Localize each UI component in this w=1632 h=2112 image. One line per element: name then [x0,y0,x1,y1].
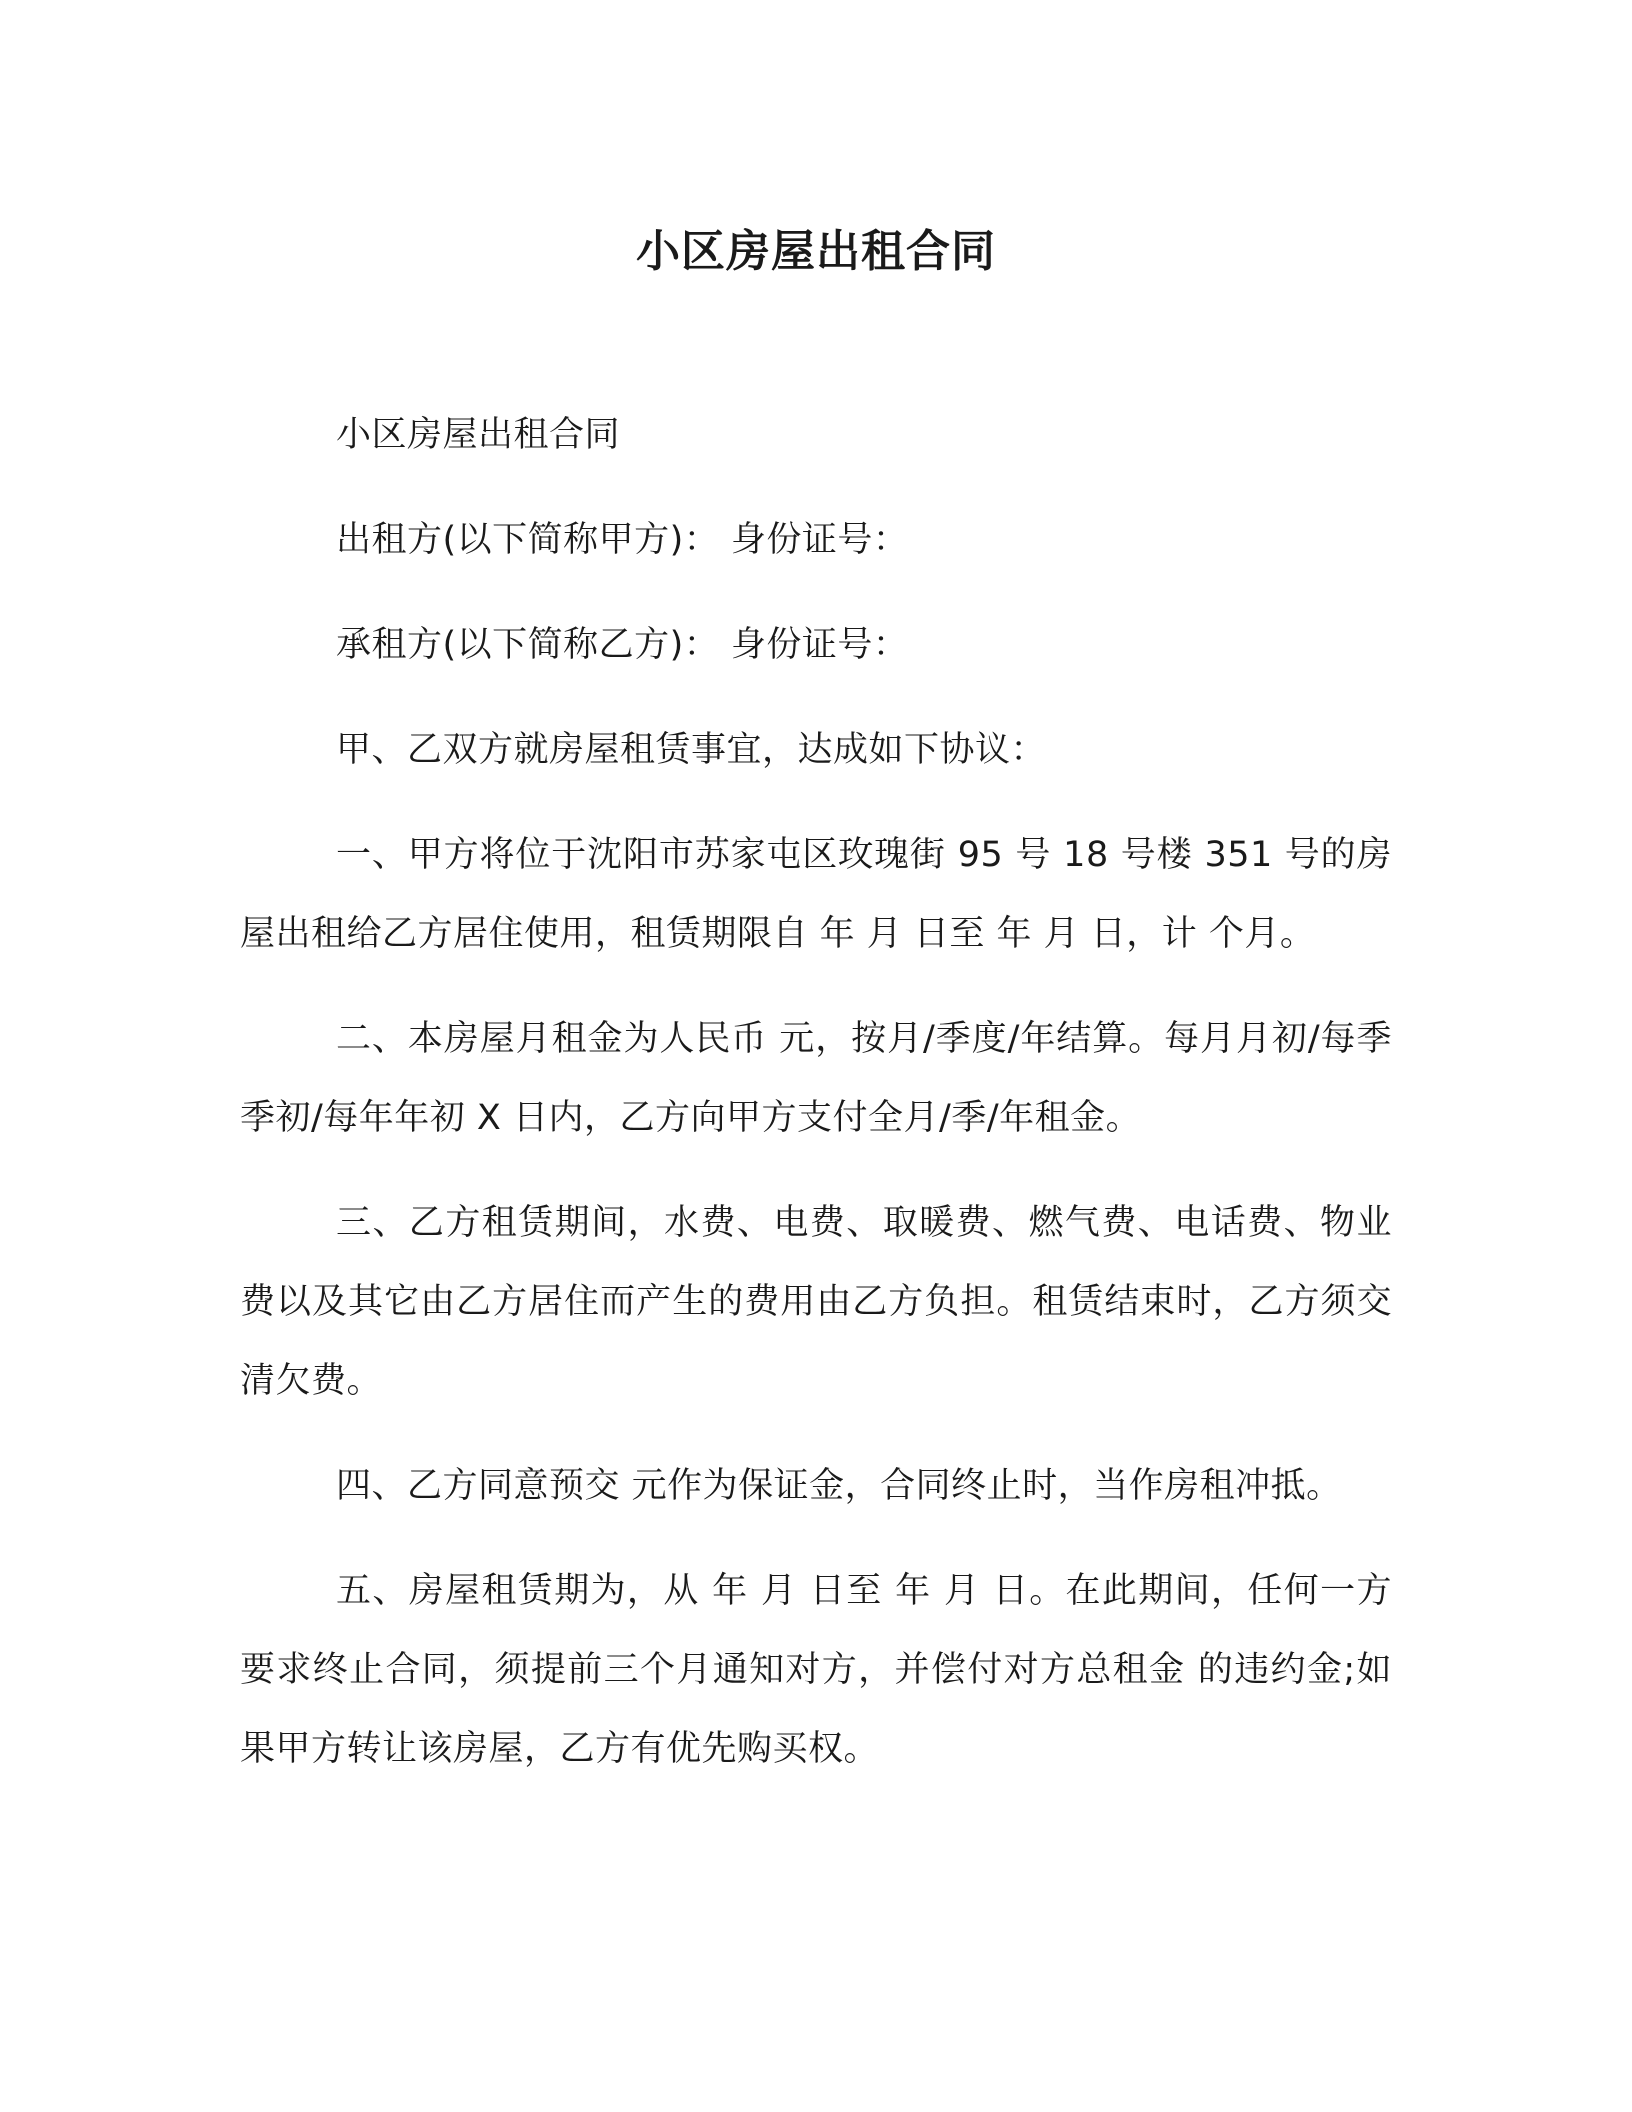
document-body [240,396,1392,1789]
paragraph-clause-3: 三、乙方租赁期间，水费、电费、取暖费、燃气费、电话费、物业费以及其它由乙方居住而产生的费用由乙方负担。租赁结束时，乙方须交清欠费。 [240,1203,1392,1401]
paragraph-clause-1: 一、甲方将位于沈阳市苏家屯区玫瑰街 95 号 18 号楼 351 号的房屋出租给乙方居住使用，租赁期限自 年 月 日至 年 月 日，计 个月。 [240,835,1392,954]
document-title: 小区房屋出租合同 [636,226,996,277]
paragraph-lessor: 出租方(以下简称甲方)： 身份证号： [336,520,909,560]
paragraph-lessee: 承租方(以下简称乙方)： 身份证号： [336,625,909,665]
paragraph-clause-5: 五、房屋租赁期为，从 年 月 日至 年 月 日。在此期间，任何一方要求终止合同，须提前三个月通知对方，并偿付对方总租金 的违约金;如果甲方转让该房屋，乙方有优先购买权。 [240,1571,1392,1769]
paragraph-agreement-intro: 甲、乙双方就房屋租赁事宜，达成如下协议： [336,730,1047,770]
paragraph-clause-4: 四、乙方同意预交 元作为保证金，合同终止时，当作房租冲抵。 [336,1466,1342,1506]
paragraph-clause-2: 二、本房屋月租金为人民币 元，按月/季度/年结算。每月月初/每季季初/每年年初 X 日内，乙方向甲方支付全月/季/年租金。 [240,1019,1392,1138]
paragraph-heading: 小区房屋出租合同 [336,415,621,455]
